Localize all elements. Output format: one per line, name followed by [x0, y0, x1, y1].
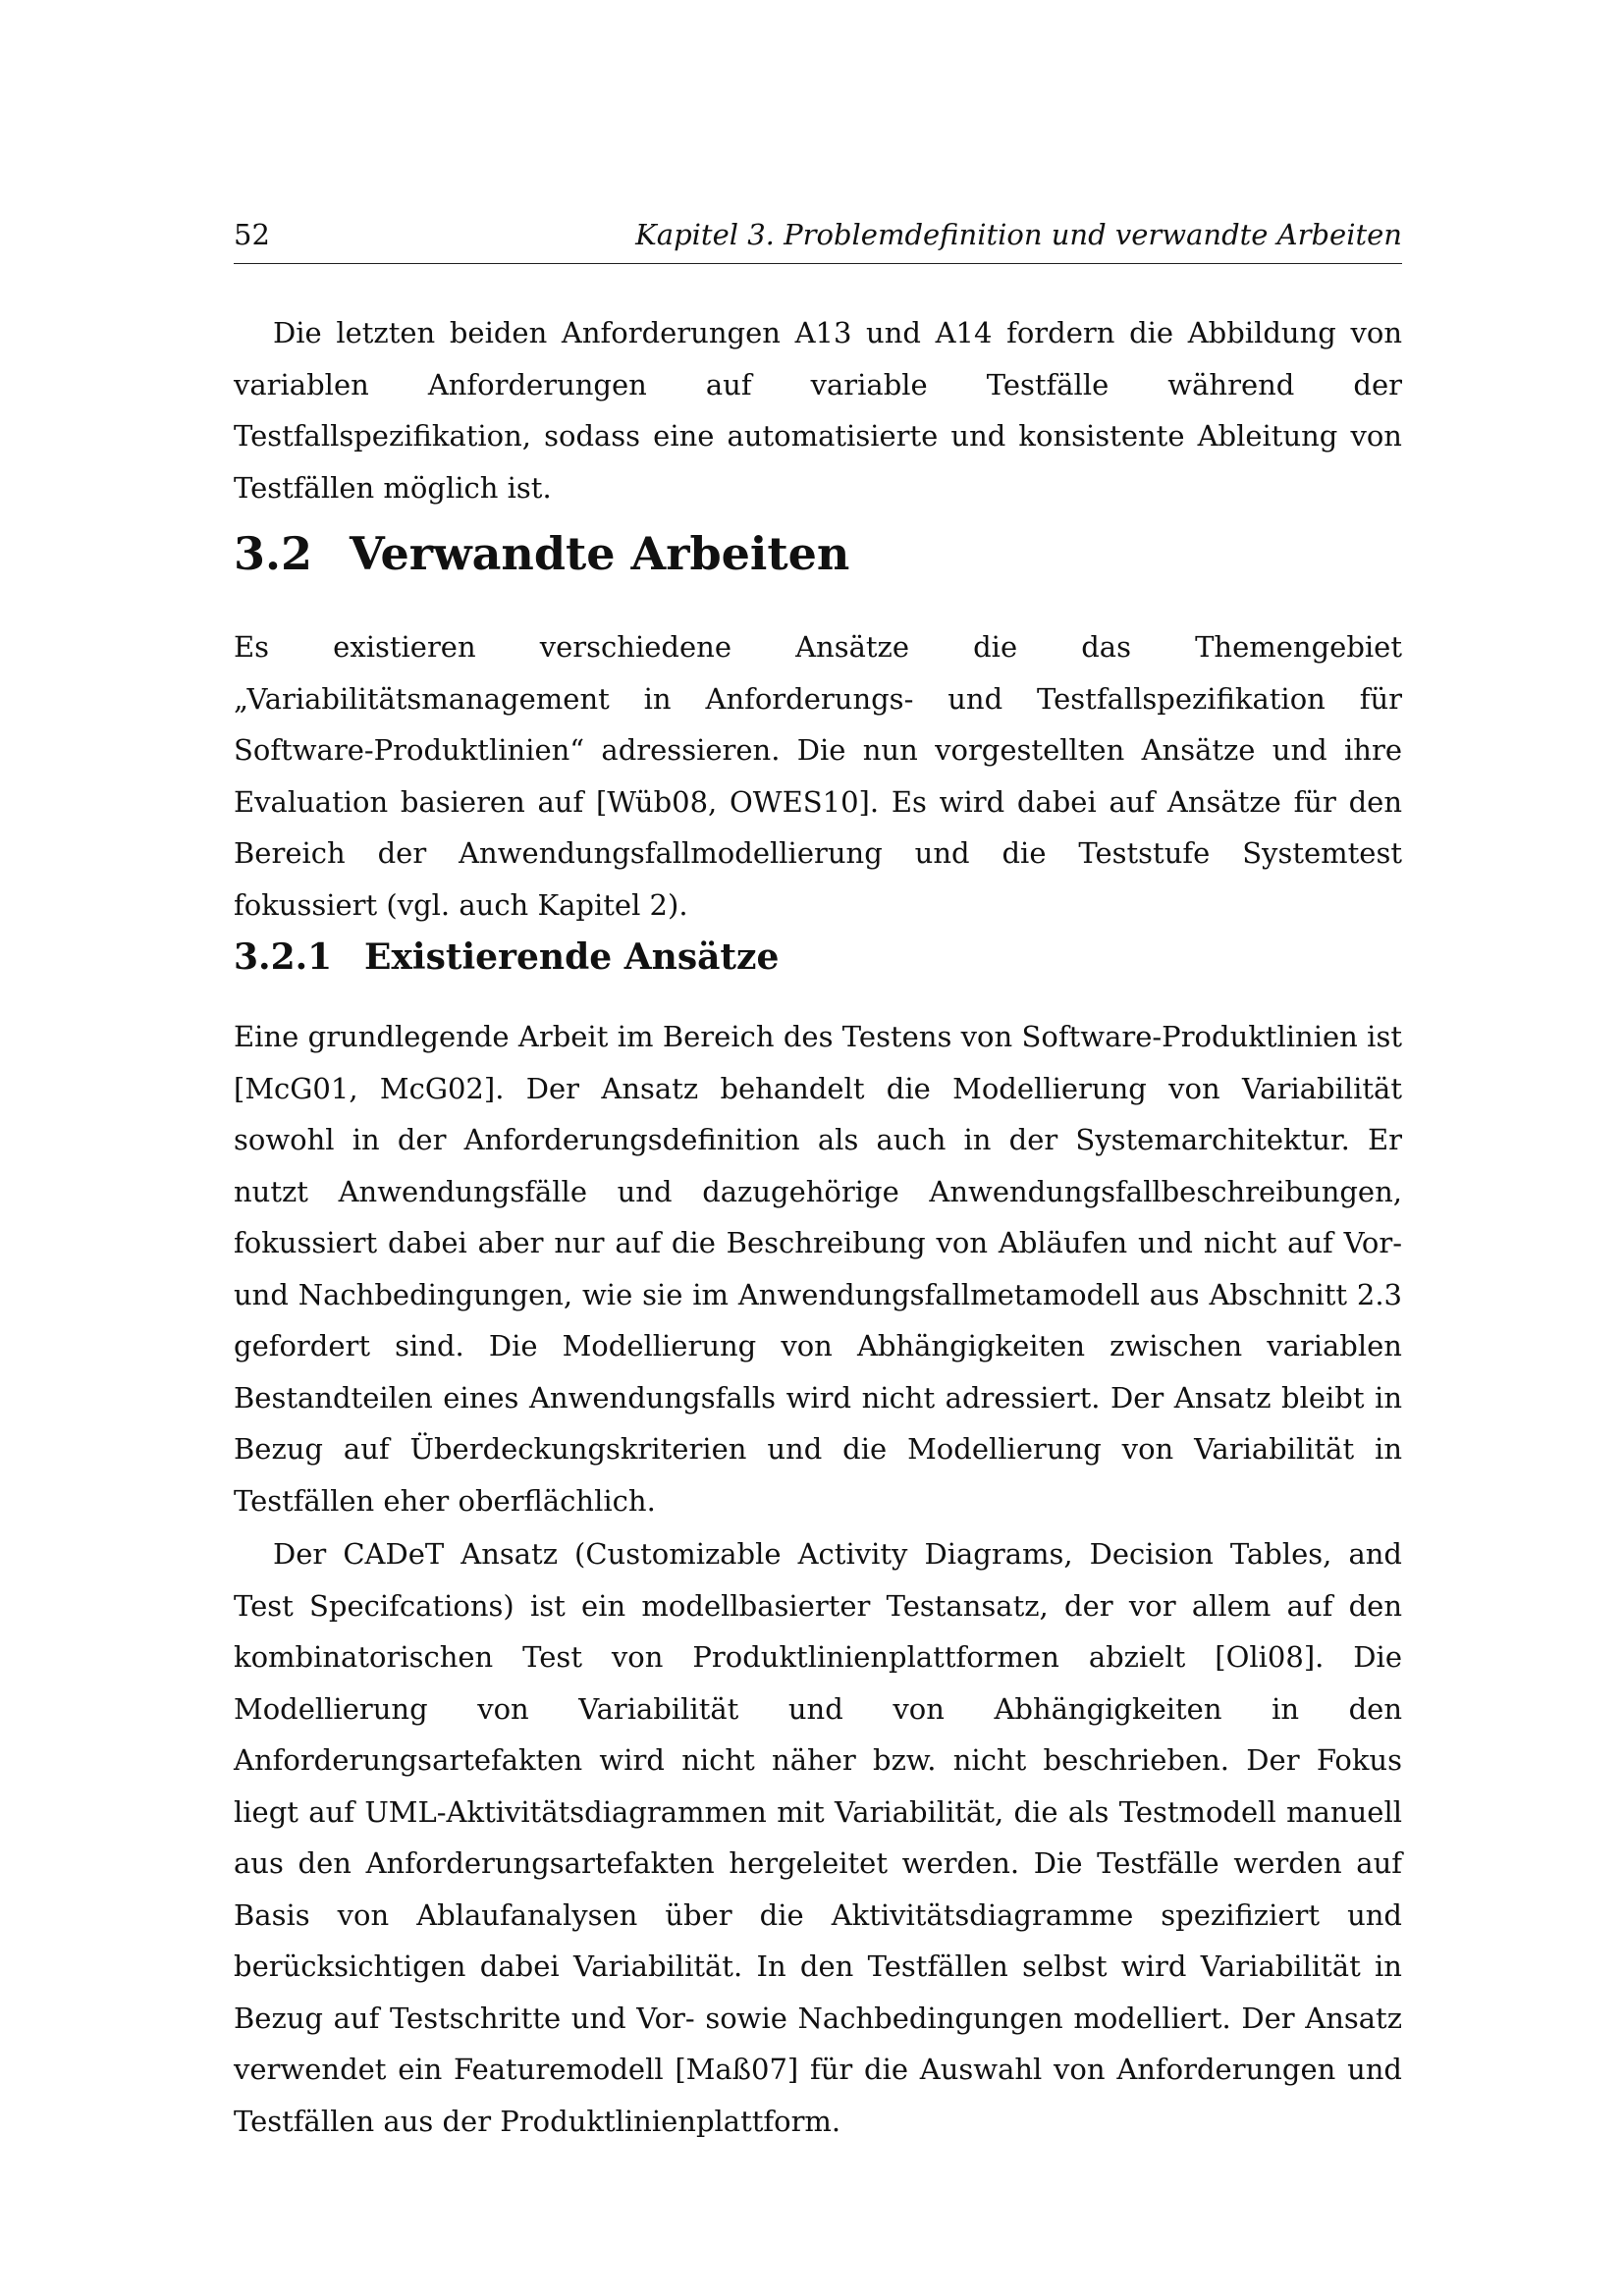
page-header — [234, 214, 1402, 264]
paragraph-cadet: Der CADeT Ansatz (Customizable Activity Diagrams, Decision Tables, and Test Specifcations) ist ein modellbasierter Testansatz, der vor allem auf den kombinatorischen Test von Produktlinienplattformen abzielt [Oli08]. Die Modellierung von Variabilität und von Abhängigkeiten in den Anforderungsartefakten wird nicht näher bzw. nicht beschrieben. Der Fokus liegt auf UML-Aktivitätsdiagrammen mit Variabilität, die als Testmodell manuell aus den Anforderungsartefakten hergeleitet werden. Die Testfälle werden auf Basis von Ablaufanalysen über die Aktivitätsdiagramme spezifiziert und berücksichtigen dabei Variabilität. In den Testfällen selbst wird Variabilität in Bezug auf Testschritte und Vor- sowie Nachbedingungen modelliert. Der Ansatz verwendet ein Featuremodell [Maß07] für die Auswahl von Anforderungen und Testfällen aus der Produktlinienplattform. — [234, 1537, 1402, 2138]
subsection-title: Existierende Ansätze — [364, 936, 780, 978]
section-heading — [234, 527, 1402, 580]
section-paragraph: Es existieren verschiedene Ansätze die das Themengebiet „Variabilitätsmanagement in Anforderungs- und Testfallspezifikation für Software-Produktlinien“ adressieren. Die nun vorgestellten Ansätze und ihre Evaluation basieren auf [Wüb08, OWES10]. Es wird dabei auf Ansätze für den Bereich der Anwendungsfallmodellierung und die Teststufe Systemtest fokussiert (vgl. auch Kapitel 2). — [234, 630, 1402, 922]
paragraph-mcgregor: Eine grundlegende Arbeit im Bereich des Testens von Software-Produktlinien ist [McG01, McG02]. Der Ansatz behandelt die Modellierung von Variabilität sowohl in der Anforderungsdefinition als auch in der Systemarchitektur. Er nutzt Anwendungsfälle und dazugehörige Anwendungsfallbeschreibungen, fokussiert dabei aber nur auf die Beschreibung von Abläufen und nicht auf Vor- und Nachbedingungen, wie sie im Anwendungsfallmetamodell aus Abschnitt 2.3 gefordert sind. Die Modellierung von Abhängigkeiten zwischen variablen Bestandteilen eines Anwendungsfalls wird nicht adressiert. Der Ansatz bleibt in Bezug auf Überdeckungskriterien und die Modellierung von Variabilität in Testfällen eher oberflächlich. — [234, 1020, 1402, 1518]
page-number: 52 — [234, 218, 270, 251]
running-title: Kapitel 3. Problemdefinition und verwandte Arbeiten — [635, 218, 1402, 251]
intro-paragraph: Die letzten beiden Anforderungen A13 und A14 fordern die Abbildung von variablen Anforderungen auf variable Testfälle während der Testfallspezifikation, sodass eine automatisierte und konsistente Ableitung von Testfällen möglich ist. — [234, 316, 1402, 505]
section-number: 3.2 — [234, 527, 313, 580]
subsection-number: 3.2.1 — [234, 936, 333, 978]
subsection-heading — [234, 936, 1402, 978]
section-title: Verwandte Arbeiten — [350, 527, 850, 580]
